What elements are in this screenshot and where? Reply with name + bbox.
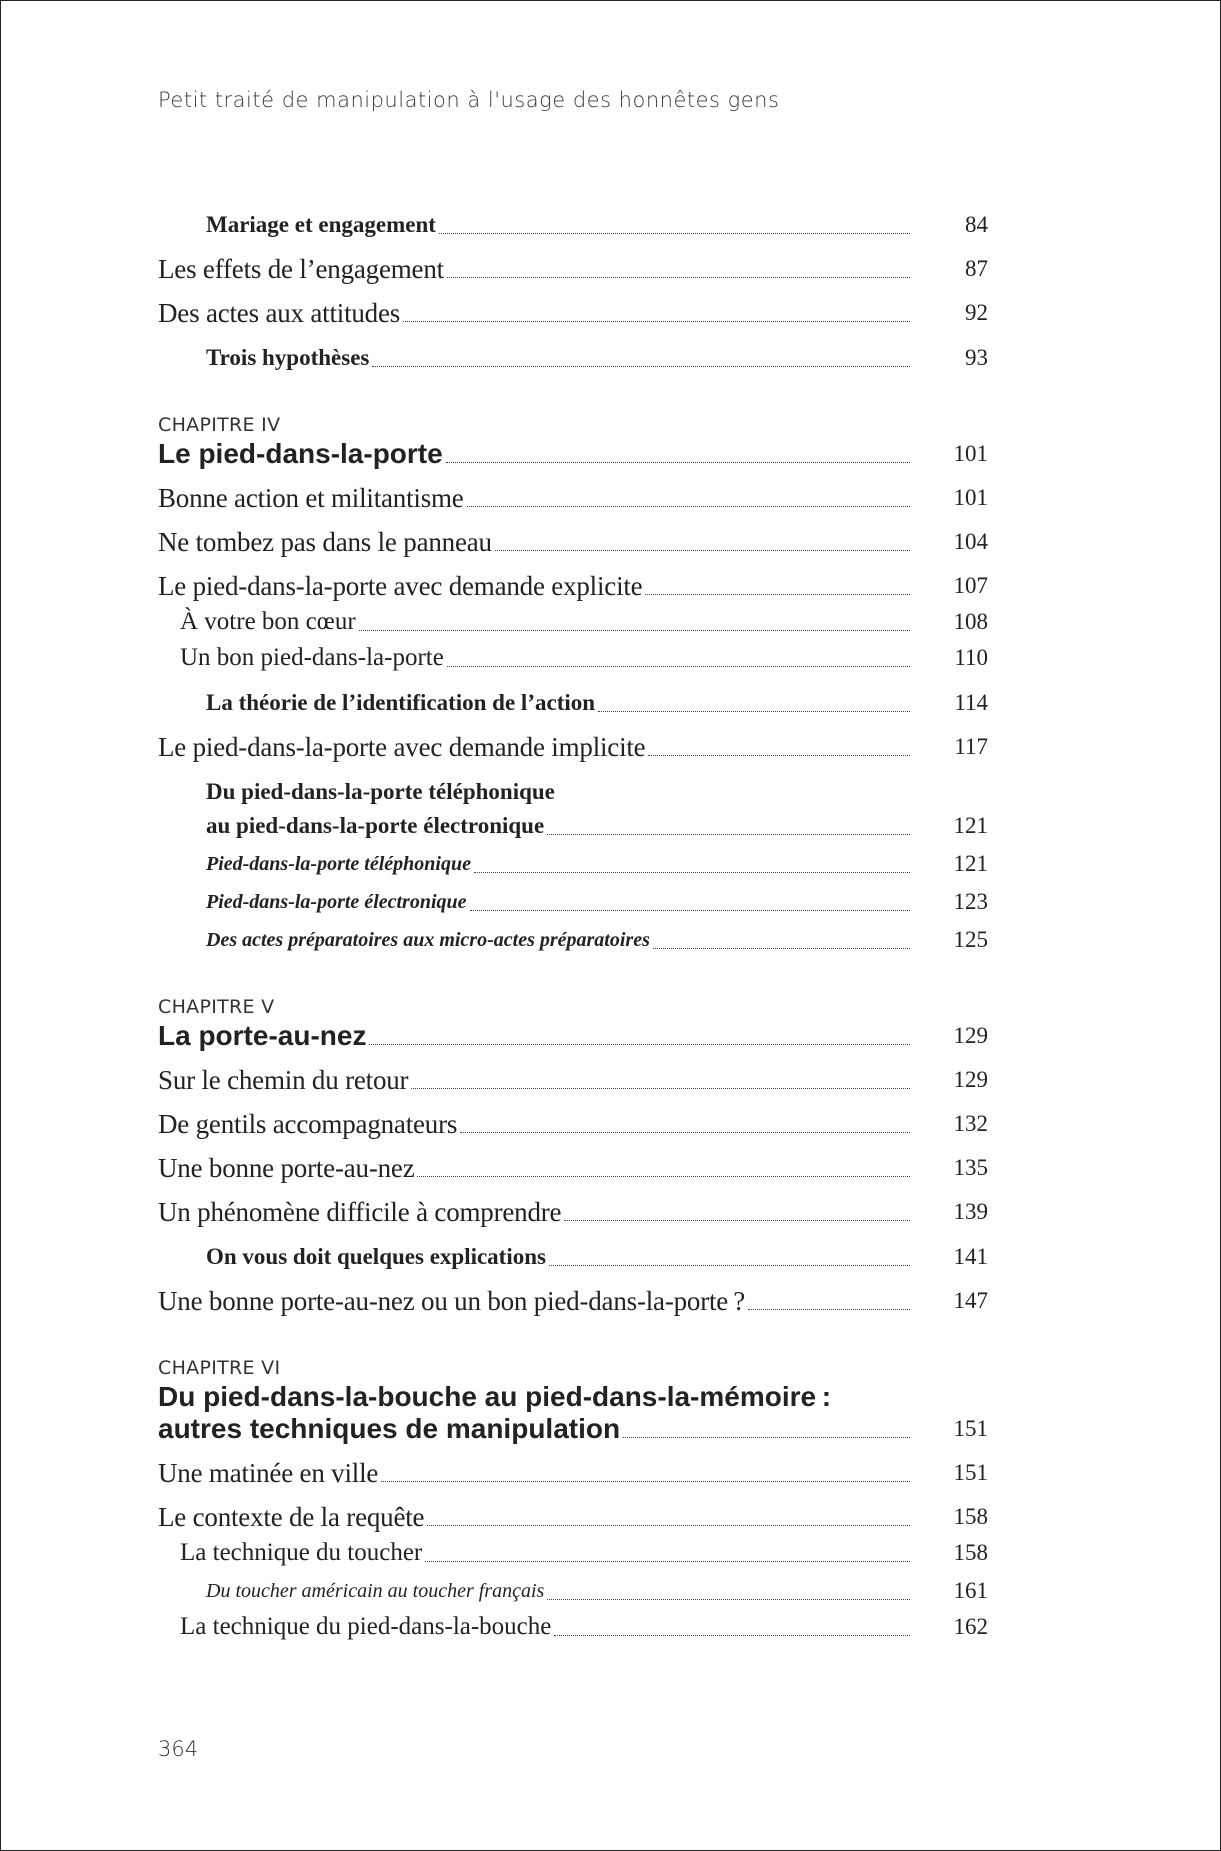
toc-entry [158, 253, 988, 285]
toc-entry [158, 1501, 988, 1533]
toc-entry [158, 1575, 988, 1607]
toc-entry [158, 1537, 988, 1569]
toc-entry-page: 129 [953, 1067, 988, 1092]
toc-entry-title: Du pied-dans-la-porte téléphonique [206, 779, 555, 804]
toc-entry-page: 158 [953, 1540, 988, 1565]
chapter-title-entry [158, 1413, 988, 1445]
toc-entry-title: Mariage et engagement [206, 212, 436, 237]
dot-leader [381, 1481, 910, 1482]
toc-entry-page: 93 [965, 345, 988, 370]
toc-entry-page: 132 [953, 1111, 988, 1136]
dot-leader [425, 1561, 910, 1562]
toc-entry [158, 1241, 988, 1273]
dot-leader [427, 1525, 910, 1526]
dot-leader [549, 1265, 910, 1266]
chapter-label: CHAPITRE VI [158, 1357, 281, 1379]
dot-leader [446, 462, 910, 463]
toc-entry-title: Le pied-dans-la-porte [158, 438, 443, 469]
toc-entry-title: Une matinée en ville [158, 1458, 379, 1488]
toc-entry [158, 642, 988, 674]
toc-entry-page: 135 [953, 1155, 988, 1180]
toc-entry-page: 101 [953, 485, 988, 510]
toc-entry-title: Du pied-dans-la-bouche au pied-dans-la-mémoire : [158, 1381, 832, 1412]
toc-entry [158, 297, 988, 329]
toc-entry-title: Pied-dans-la-porte téléphonique [206, 853, 471, 875]
toc-entry [158, 1108, 988, 1140]
toc-entry-page: 161 [953, 1578, 988, 1603]
toc-entry-page: 125 [953, 927, 988, 952]
toc-entry [158, 687, 988, 719]
toc-entry-page: 104 [953, 529, 988, 554]
toc-entry-title: Trois hypothèses [206, 345, 370, 370]
dot-leader [474, 872, 910, 873]
toc-entry-page: 147 [953, 1288, 988, 1313]
toc-entry-page: 141 [953, 1244, 988, 1269]
toc-entry-page: 107 [953, 573, 988, 598]
toc-entry-title: Des actes préparatoires aux micro-actes préparatoires [206, 929, 650, 951]
chapter-title-entry [158, 1381, 988, 1413]
toc-entry-title: Un bon pied-dans-la-porte [180, 644, 444, 671]
chapter-title-entry [158, 438, 988, 470]
toc-entry [158, 1285, 988, 1317]
dot-leader [554, 1635, 910, 1636]
toc-entry-page: 158 [953, 1504, 988, 1529]
chapter-label: CHAPITRE IV [158, 414, 281, 436]
toc-entry [158, 1152, 988, 1184]
toc-entry-title: au pied-dans-la-porte électronique [206, 813, 545, 838]
dot-leader [447, 666, 910, 667]
toc-entry [158, 1611, 988, 1643]
toc-entry-title: Le pied-dans-la-porte avec demande implicite [158, 732, 646, 762]
dot-leader [439, 233, 910, 234]
toc-entry [158, 1064, 988, 1096]
toc-entry-title: Ne tombez pas dans le panneau [158, 527, 492, 557]
dot-leader [547, 1599, 910, 1600]
toc-entry-title: autres techniques de manipulation [158, 1413, 621, 1444]
dot-leader [411, 1088, 910, 1089]
toc-entry-title: On vous doit quelques explications [206, 1244, 546, 1269]
toc-entry-title: Le contexte de la requête [158, 1502, 425, 1532]
dot-leader [645, 594, 910, 595]
toc-entry [158, 209, 988, 241]
toc-entry-page: 121 [953, 813, 988, 838]
page-number: 364 [158, 1737, 199, 1761]
toc-entry-page: 117 [954, 734, 988, 759]
dot-leader [653, 948, 910, 949]
toc-entry-title: Du toucher américain au toucher français [206, 1580, 545, 1602]
dot-leader [470, 910, 910, 911]
toc-entry [158, 924, 988, 956]
toc-entry-page: 162 [953, 1614, 988, 1639]
toc-entry-page: 114 [954, 690, 988, 715]
toc-entry-title: De gentils accompagnateurs [158, 1109, 458, 1139]
toc-entry-title: Bonne action et militantisme [158, 483, 464, 513]
dot-leader [447, 277, 910, 278]
toc-entry-page: 87 [965, 256, 988, 281]
dot-leader [547, 834, 910, 835]
dot-leader [403, 321, 910, 322]
toc-entry-page: 110 [954, 645, 988, 670]
dot-leader [417, 1176, 910, 1177]
dot-leader [648, 755, 910, 756]
toc-entry-page: 151 [953, 1416, 988, 1441]
toc-entry [158, 1196, 988, 1228]
chapter-title-entry [158, 1020, 988, 1052]
toc-entry [158, 482, 988, 514]
toc-entry-page: 123 [953, 889, 988, 914]
toc-entry-title: Une bonne porte-au-nez ou un bon pied-dans-la-porte ? [158, 1286, 746, 1316]
toc-entry-title: Pied-dans-la-porte électronique [206, 891, 467, 913]
toc-entry [158, 570, 988, 602]
toc-entry-title: À votre bon cœur [180, 608, 356, 635]
toc-entry-title: Sur le chemin du retour [158, 1065, 409, 1095]
toc-entry-title: Le pied-dans-la-porte avec demande explicite [158, 571, 643, 601]
toc-entry-title: La théorie de l’identification de l’action [206, 690, 596, 715]
toc-entry-title: Des actes aux attitudes [158, 298, 401, 328]
toc-entry [158, 731, 988, 763]
dot-leader [495, 550, 910, 551]
dot-leader [372, 366, 910, 367]
dot-leader [359, 630, 910, 631]
table-of-contents [158, 196, 988, 1643]
toc-entry [158, 606, 988, 638]
toc-entry-page: 108 [953, 609, 988, 634]
toc-entry [158, 776, 988, 808]
toc-entry-page: 84 [965, 212, 988, 237]
toc-entry [158, 848, 988, 880]
toc-entry-title: Une bonne porte-au-nez [158, 1153, 415, 1183]
toc-entry [158, 886, 988, 918]
dot-leader [460, 1132, 910, 1133]
toc-entry [158, 810, 988, 842]
dot-leader [623, 1437, 910, 1438]
toc-entry-title: La porte-au-nez [158, 1020, 367, 1051]
toc-entry-title: Un phénomène difficile à comprendre [158, 1197, 562, 1227]
toc-entry-page: 92 [965, 300, 988, 325]
toc-entry-title: La technique du toucher [180, 1539, 423, 1566]
toc-entry-page: 129 [953, 1023, 988, 1048]
toc-entry-title: La technique du pied-dans-la-bouche [180, 1613, 552, 1640]
toc-entry-page: 151 [953, 1460, 988, 1485]
toc-entry-page: 121 [953, 851, 988, 876]
dot-leader [369, 1044, 910, 1045]
toc-entry-page: 139 [953, 1199, 988, 1224]
dot-leader [467, 506, 910, 507]
toc-entry-title: Les effets de l’engagement [158, 254, 444, 284]
dot-leader [564, 1220, 910, 1221]
dot-leader [748, 1309, 910, 1310]
chapter-label: CHAPITRE V [158, 996, 275, 1018]
dot-leader [598, 711, 910, 712]
running-head: Petit traité de manipulation à l'usage des honnêtes gens [158, 88, 780, 112]
toc-entry [158, 1457, 988, 1489]
toc-entry [158, 526, 988, 558]
toc-entry [158, 342, 988, 374]
toc-entry-page: 101 [953, 441, 988, 466]
